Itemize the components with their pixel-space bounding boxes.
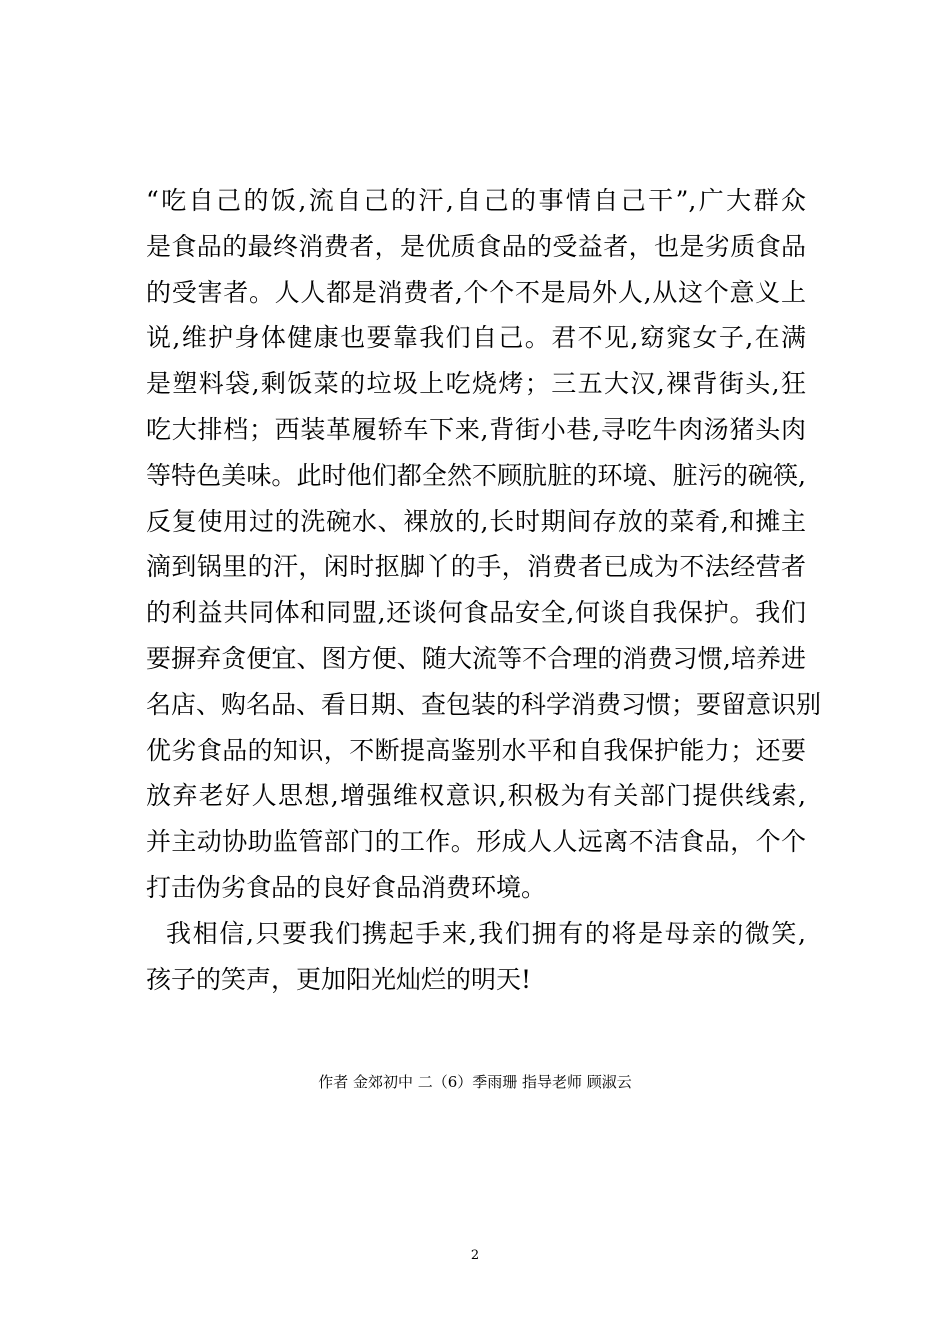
text-line: 滴到锅里的汗，闲时抠脚丫的手，消费者已成为不法经营者 bbox=[146, 552, 806, 582]
text-line: 优劣食品的知识，不断提高鉴别水平和自我保护能力；还要 bbox=[146, 735, 806, 765]
text-line: 是塑料袋,剩饭菜的垃圾上吃烧烤；三五大汉,裸背街头,狂 bbox=[146, 369, 806, 399]
text-line: 打击伪劣食品的良好食品消费环境。 bbox=[146, 872, 547, 902]
text-line: 孩子的笑声，更加阳光灿烂的明天! bbox=[146, 964, 532, 994]
text-line: 说,维护身体健康也要靠我们自己。君不见,窈窕女子,在满 bbox=[146, 323, 806, 353]
essay-body bbox=[146, 178, 822, 1002]
text-line: 放弃老好人思想,增强维权意识,积极为有关部门提供线索, bbox=[146, 781, 806, 811]
text-line: 并主动协助监管部门的工作。形成人人远离不洁食品，个个 bbox=[146, 827, 806, 857]
text-line: 等特色美味。此时他们都全然不顾肮脏的环境、脏污的碗筷, bbox=[146, 460, 806, 490]
text-line: 反复使用过的洗碗水、裸放的,长时期间存放的菜肴,和摊主 bbox=[146, 506, 806, 536]
text-line: 要摒弃贪便宜、图方便、随大流等不合理的消费习惯,培养进 bbox=[146, 643, 806, 673]
text-line: 我相信,只要我们携起手来,我们拥有的将是母亲的微笑, bbox=[166, 918, 806, 948]
text-line: 名店、购名品、看日期、查包装的科学消费习惯；要留意识别 bbox=[146, 689, 822, 719]
text-line: 的利益共同体和同盟,还谈何食品安全,何谈自我保护。我们 bbox=[146, 598, 806, 628]
text-line: 是食品的最终消费者，是优质食品的受益者，也是劣质食品 bbox=[146, 231, 806, 261]
text-line: 吃大排档；西装革履轿车下来,背街小巷,寻吃牛肉汤猪头肉 bbox=[146, 414, 806, 444]
text-line: 的受害者。人人都是消费者,个个不是局外人,从这个意义上 bbox=[146, 277, 806, 307]
text-line: “吃自己的饭,流自己的汗,自己的事情自己干”,广大群众 bbox=[146, 186, 806, 215]
author-byline: 作者 金郊初中 二（6）季雨珊 指导老师 顾淑云 bbox=[318, 1073, 632, 1091]
page-number: 2 bbox=[470, 1248, 480, 1263]
